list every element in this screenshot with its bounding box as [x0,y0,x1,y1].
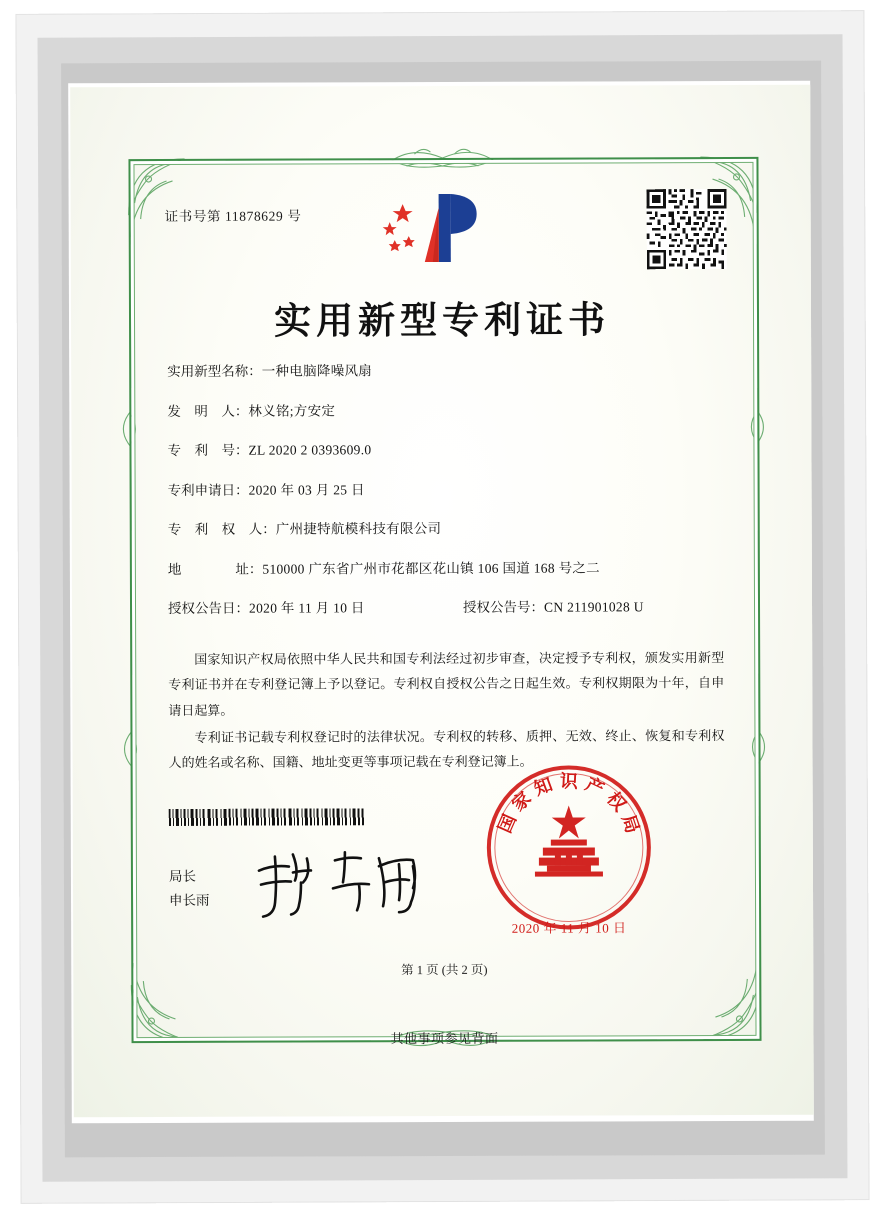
handwritten-signature [249,848,449,919]
national-emblem-seal [483,761,656,934]
field-value: 林义铭;方安定 [248,402,336,419]
grant-row [168,598,728,618]
grant-number-value: CN 211901028 U [543,599,644,615]
field-label: 实用新型名称： [167,363,262,379]
field-row [167,440,727,460]
paragraph-2: 专利证书记载专利权登记时的法律状况。专利权的转移、质押、无效、终止、恢复和专利权人的姓名或名称、国籍、地址变更等事项记载在专利登记簿上。 [168,728,725,771]
svg-text:国家知识产权局: 国家知识产权局 [494,771,645,842]
field-label: 专 利 号： [167,442,249,459]
back-side-note: 其他事项参见背面 [390,1030,499,1047]
field-label: 地 址： [167,561,263,577]
barcode-icon [169,808,365,826]
seal-date: 2020 年 11 月 10 日 [511,920,627,936]
field-value: ZL 2020 2 0393609.0 [248,442,372,458]
field-value: 510000 广东省广州市花都区花山镇 106 国道 168 号之二 [262,560,600,577]
field-value: 一种电脑降噪风扇 [261,363,373,379]
page-title: 实用新型专利证书 [273,297,611,343]
paragraph-1: 国家知识产权局依照中华人民共和国专利法经过初步审查，决定授予专利权，颁发实用新型专利证书并在专利登记簿上予以登记。专利权自授权公告之日起生效。专利权期限为十年，自申请日起算。 [168,650,725,718]
signature-block [169,865,210,912]
grant-number-label: 授权公告号： [462,599,545,616]
field-row [167,401,727,421]
field-label: 专利申请日： [167,482,249,498]
field-label: 专 利 权 人： [167,521,276,538]
field-row [167,361,727,381]
page-indicator: 第 1 页 (共 2 页) [401,962,488,978]
qr-code-icon [647,189,727,269]
field-value: 广州捷特航模科技有限公司 [275,521,442,537]
legal-paragraphs [168,645,724,778]
field-row [168,559,728,579]
director-name: 申长雨 [169,892,210,908]
field-row [168,480,728,500]
grant-date-value: 2020 年 11 月 10 日 [248,600,365,616]
patent-fields [167,361,728,640]
field-value: 2020 年 03 月 25 日 [248,481,365,498]
field-label: 发 明 人： [167,403,249,419]
cnipa-logo [373,186,501,274]
field-row [168,519,728,539]
certificate-content [128,157,757,1047]
patent-certificate [70,85,814,1118]
director-title-label: 局长 [168,868,196,884]
certificate-number: 证书号第 11878629 号 [164,208,302,224]
grant-date-label: 授权公告日： [167,600,250,617]
